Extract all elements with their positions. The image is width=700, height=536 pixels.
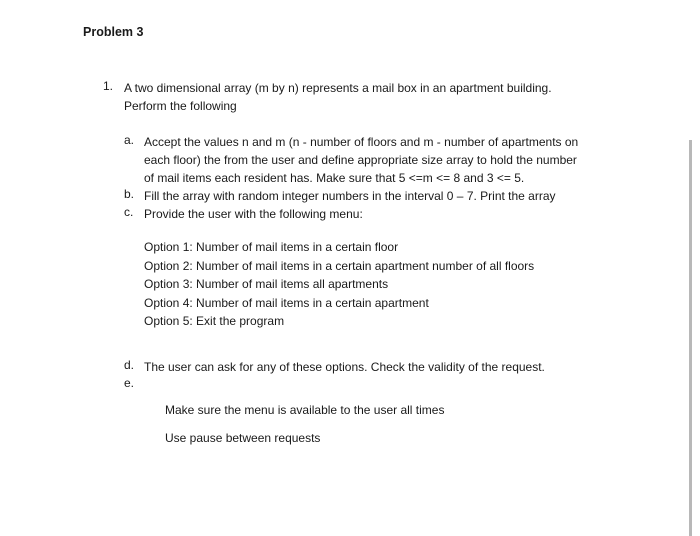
item-b-text: [144, 187, 614, 205]
item-b-line: Fill the array with random integer numbers in the interval 0 – 7. Print the array: [144, 189, 556, 203]
item-e-letter: e.: [124, 376, 135, 390]
note-pause: Use pause between requests: [165, 431, 321, 445]
menu-options: [144, 238, 534, 331]
item-c-line: Provide the user with the following menu:: [144, 207, 363, 221]
menu-option-2: Option 2: Number of mail items in a certain apartment number of all floors: [144, 258, 535, 273]
page-edge-rule: [689, 140, 692, 536]
page-title: Problem 3: [83, 25, 144, 39]
item-c-text: [144, 205, 614, 223]
item-c-letter: c.: [124, 205, 134, 219]
item-a-line: Accept the values n and m (n - number of floors and m - number of apartments on: [144, 135, 579, 149]
item-a-line: of mail items each resident has. Make sure that 5 <=m <= 8 and 3 <= 5.: [144, 171, 525, 185]
item-b-letter: b.: [124, 187, 135, 201]
question-number: 1.: [103, 79, 114, 93]
menu-option-1: Option 1: Number of mail items in a certain floor: [144, 240, 399, 254]
question-text: [124, 79, 604, 115]
item-a-line: each floor) the from the user and define appropriate size array to hold the number: [144, 153, 577, 167]
menu-option-3: Option 3: Number of mail items all apartments: [144, 277, 389, 291]
item-a-text: [144, 133, 614, 187]
menu-option-4: Option 4: Number of mail items in a certain apartment: [144, 295, 429, 310]
question-line: Perform the following: [124, 99, 237, 113]
item-d-text: [144, 358, 614, 376]
item-d-line: The user can ask for any of these options. Check the validity of the request.: [144, 360, 545, 374]
item-d-letter: d.: [124, 358, 135, 372]
item-a-letter: a.: [124, 133, 135, 147]
note-menu-available: Make sure the menu is available to the user all times: [165, 403, 445, 417]
menu-option-5: Option 5: Exit the program: [144, 314, 285, 328]
question-line: A two dimensional array (m by n) represents a mail box in an apartment building.: [124, 81, 552, 95]
